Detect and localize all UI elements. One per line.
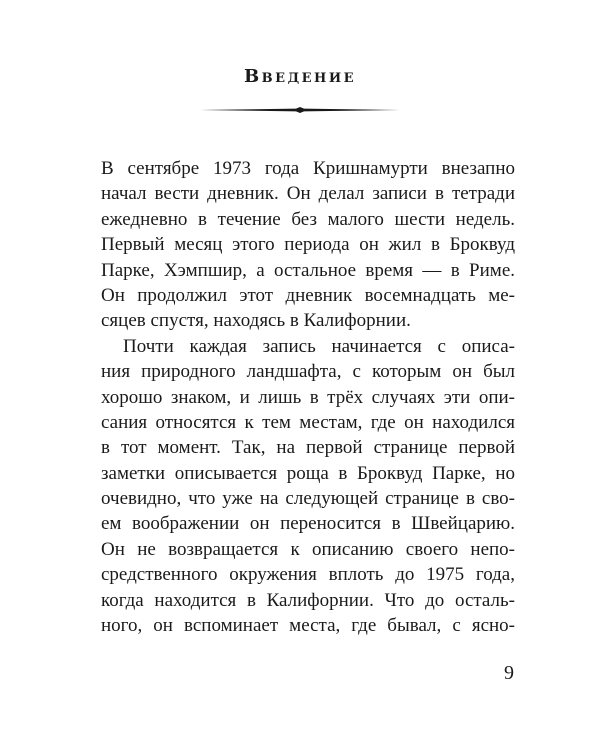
- text-line: в тот момент. Так, на первой странице первой: [101, 437, 515, 459]
- page-number: 9: [504, 662, 514, 684]
- text-line: средственного окружения вплоть до 1975 года,: [101, 564, 515, 586]
- text-line: Парке, Хэмпшир, а остальное время — в Риме.: [101, 259, 515, 281]
- text-line: ежедневно в течение без малого шести недель.: [101, 208, 515, 230]
- text-line: сания относятся к тем местам, где он находился: [101, 411, 515, 433]
- body-text: [101, 156, 515, 638]
- text-line: ния природного ландшафта, с которым он был: [101, 361, 515, 383]
- text-line: хорошо знаком, и лишь в трёх случаях эти опи-: [101, 386, 515, 408]
- text-line: Первый месяц этого периода он жил в Броквуд: [101, 234, 515, 256]
- chapter-title: Введение: [243, 66, 357, 87]
- text-line: когда находится в Калифорнии. Что до осталь-: [101, 589, 515, 611]
- text-line: Он продолжил этот дневник восемнадцать ме-: [101, 284, 515, 306]
- text-line: Почти каждая запись начинается с описа-: [123, 335, 515, 357]
- text-line: очевидно, что уже на следующей странице в сво-: [101, 488, 515, 510]
- text-line: заметки описывается роща в Броквуд Парке, но: [101, 462, 515, 484]
- ornament-divider-icon: [200, 104, 400, 116]
- text-line: сяцев спустя, находясь в Калифорнии.: [101, 310, 411, 332]
- text-line: начал вести дневник. Он делал записи в тетради: [101, 183, 515, 205]
- text-line: В сентябре 1973 года Кришнамурти внезапно: [101, 158, 515, 179]
- text-line: Он не возвращается к описанию своего непо-: [101, 538, 515, 560]
- text-line: ем воображении он переносится в Швейцарию.: [101, 513, 515, 535]
- text-line: ного, он вспоминает места, где бывал, с ясно-: [101, 615, 515, 637]
